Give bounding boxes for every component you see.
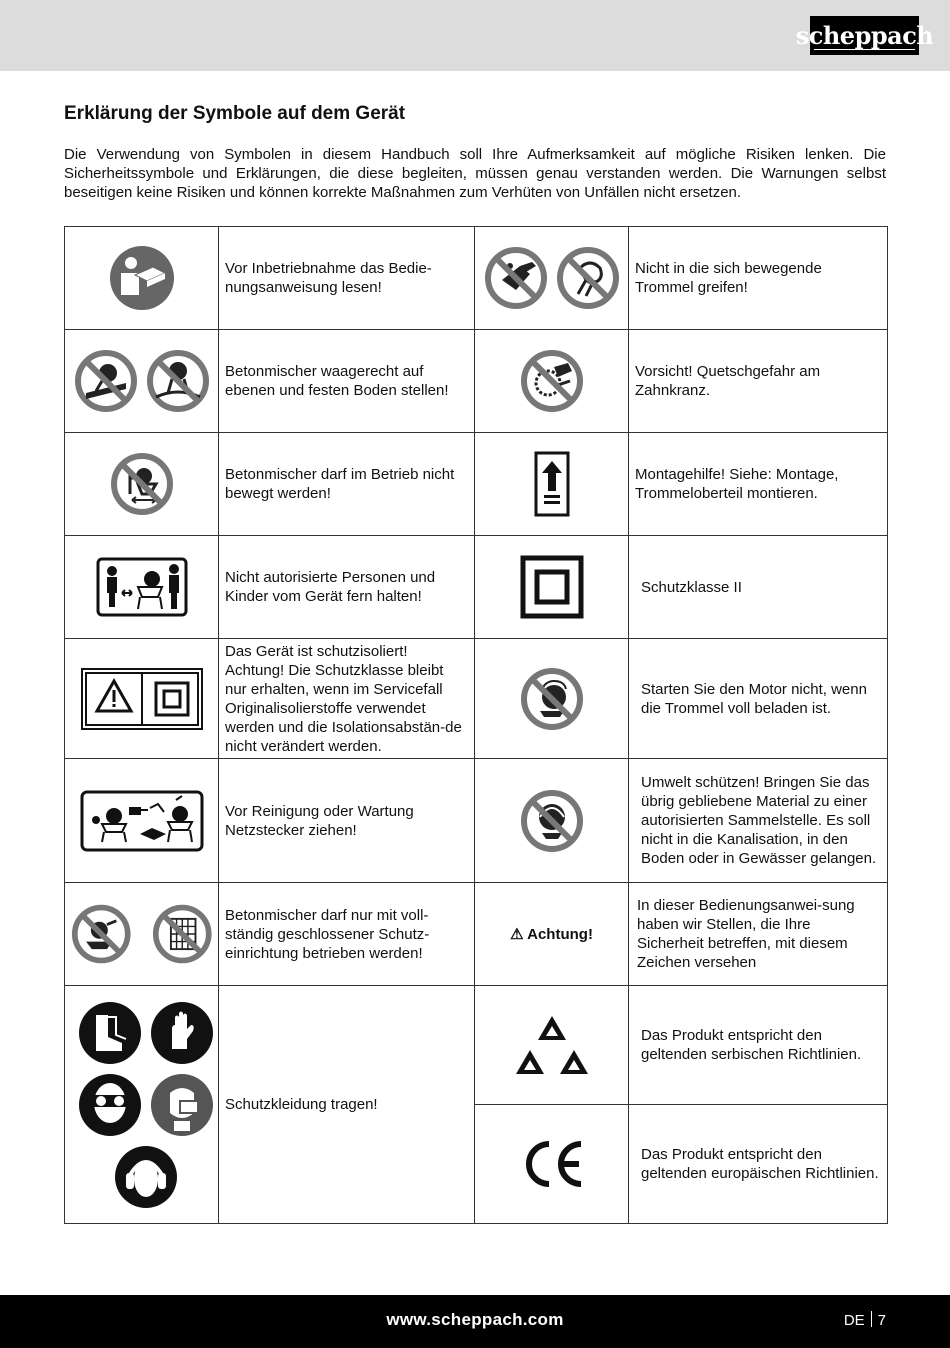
website-link[interactable]: www.scheppach.com [386, 1310, 564, 1329]
symbol-description: Umwelt schützen! Bringen Sie das übrig gebliebene Material zu einer autorisierten Sammelstelle. Es soll nicht in die Kanalisation, in den Boden oder in Gewässer gelangen. [629, 759, 888, 883]
symbol-row [65, 759, 888, 883]
no-move-while-running-icon [110, 452, 174, 516]
symbol-description: Vorsicht! Quetschgefahr am Zahnkranz. [629, 330, 888, 433]
symbol-row [65, 330, 888, 433]
gear-crush-icon [520, 349, 584, 413]
symbol-description: Betonmischer darf im Betrieb nicht bewegt werden! [219, 433, 475, 536]
symbol-cell [475, 433, 629, 536]
goggles-icon [78, 1073, 142, 1137]
level-ground-icon [146, 349, 210, 413]
keep-away-persons-icon [96, 557, 188, 617]
symbol-cell [475, 330, 629, 433]
symbol-description: Das Produkt entspricht den geltenden serbischen Richtlinien. [629, 986, 888, 1105]
ppe-description: Schutzkleidung tragen! [219, 986, 475, 1224]
language-code: DE [843, 1312, 865, 1329]
symbol-cell [65, 759, 219, 883]
guard-closed-icon [152, 902, 213, 966]
dust-mask-icon [150, 1073, 214, 1137]
symbol-description: Das Produkt entspricht den geltenden europäischen Richtlinien. [629, 1105, 888, 1224]
symbol-description: Betonmischer waagerecht auf ebenen und festen Boden stellen! [219, 330, 475, 433]
footer-bar [0, 1295, 950, 1348]
achtung-label: ⚠ Achtung! [475, 883, 629, 986]
symbol-table [64, 226, 888, 1224]
ce-mark-icon [517, 1138, 587, 1190]
insulated-warning-icon [81, 668, 203, 730]
symbol-cell [65, 330, 219, 433]
intro-paragraph: Die Verwendung von Symbolen in diesem Handbuch soll Ihre Aufmerksamkeit auf mögliche Risiken lenken. Die Sicherheitssymbole und Erklärungen, die diese begleiten, müssen genau verstanden werden. Die Warnungen selbst beseitigen keine Risiken und können korrekte Maßnahmen zum Verhüten von Unfällen nicht ersetzen. [64, 146, 886, 201]
symbol-cell [65, 883, 219, 986]
symbol-description: Montagehilfe! Siehe: Montage, Trommeloberteil montieren. [629, 433, 888, 536]
protection-class-ii-icon [520, 555, 584, 619]
page-number-value: 7 [877, 1312, 886, 1329]
no-reach-into-drum-icon [484, 246, 548, 310]
separator [871, 1311, 872, 1327]
safety-boots-icon [78, 1001, 142, 1065]
symbol-description: Nicht in die sich bewegende Trommel greifen! [629, 227, 888, 330]
no-start-full-drum-icon [520, 667, 584, 731]
symbol-description: Nicht autorisierte Personen und Kinder vom Gerät fern halten! [219, 536, 475, 639]
symbol-cell [65, 639, 219, 759]
header-bar [0, 0, 950, 71]
symbol-row [65, 639, 888, 759]
serbian-conformity-icon [514, 1012, 590, 1078]
symbol-cell [475, 986, 629, 1105]
read-manual-icon [109, 245, 175, 311]
gloves-icon [150, 1001, 214, 1065]
symbol-description: Betonmischer darf nur mit voll-ständig geschlossener Schutz-einrichtung betrieben werden! [219, 883, 475, 986]
symbol-description: Vor Inbetriebnahme das Bedie-nungsanweisung lesen! [219, 227, 475, 330]
symbol-row [65, 227, 888, 330]
symbol-description: Schutzklasse II [629, 536, 888, 639]
unplug-before-maintenance-icon [80, 790, 204, 852]
symbol-description: Vor Reinigung oder Wartung Netzstecker ziehen! [219, 759, 475, 883]
symbol-row [65, 883, 888, 986]
symbol-cell [475, 1105, 629, 1224]
symbol-row [65, 986, 888, 1105]
ppe-cell [65, 986, 219, 1224]
page-number [844, 1311, 886, 1329]
page-title: Erklärung der Symbole auf dem Gerät [64, 103, 406, 124]
symbol-cell [475, 759, 629, 883]
symbol-description: In dieser Bedienungsanwei-sung haben wir Stellen, die Ihre Sicherheit betreffen, mit diesem Zeichen versehen [629, 883, 888, 986]
ear-protection-icon [114, 1145, 178, 1209]
symbol-description: Starten Sie den Motor nicht, wenn die Trommel voll beladen ist. [629, 639, 888, 759]
symbol-description: Das Gerät ist schutzisoliert! Achtung! Die Schutzklasse bleibt nur erhalten, wenn im Servicefall Originalisolierstoffe verwendet werden und die Isolationsabstän-de nicht verändert werden. [219, 639, 475, 759]
assembly-arrow-icon [534, 451, 570, 517]
no-reach-into-drum-icon [556, 246, 620, 310]
scheppach-logo: scheppach [810, 16, 919, 55]
guard-closed-icon [71, 902, 132, 966]
symbol-cell [65, 433, 219, 536]
level-ground-icon [74, 349, 138, 413]
symbol-cell [475, 536, 629, 639]
symbol-cell [65, 227, 219, 330]
symbol-row [65, 433, 888, 536]
symbol-cell [475, 639, 629, 759]
protect-environment-icon [520, 789, 584, 853]
symbol-cell [475, 227, 629, 330]
symbol-cell [65, 536, 219, 639]
symbol-row [65, 536, 888, 639]
